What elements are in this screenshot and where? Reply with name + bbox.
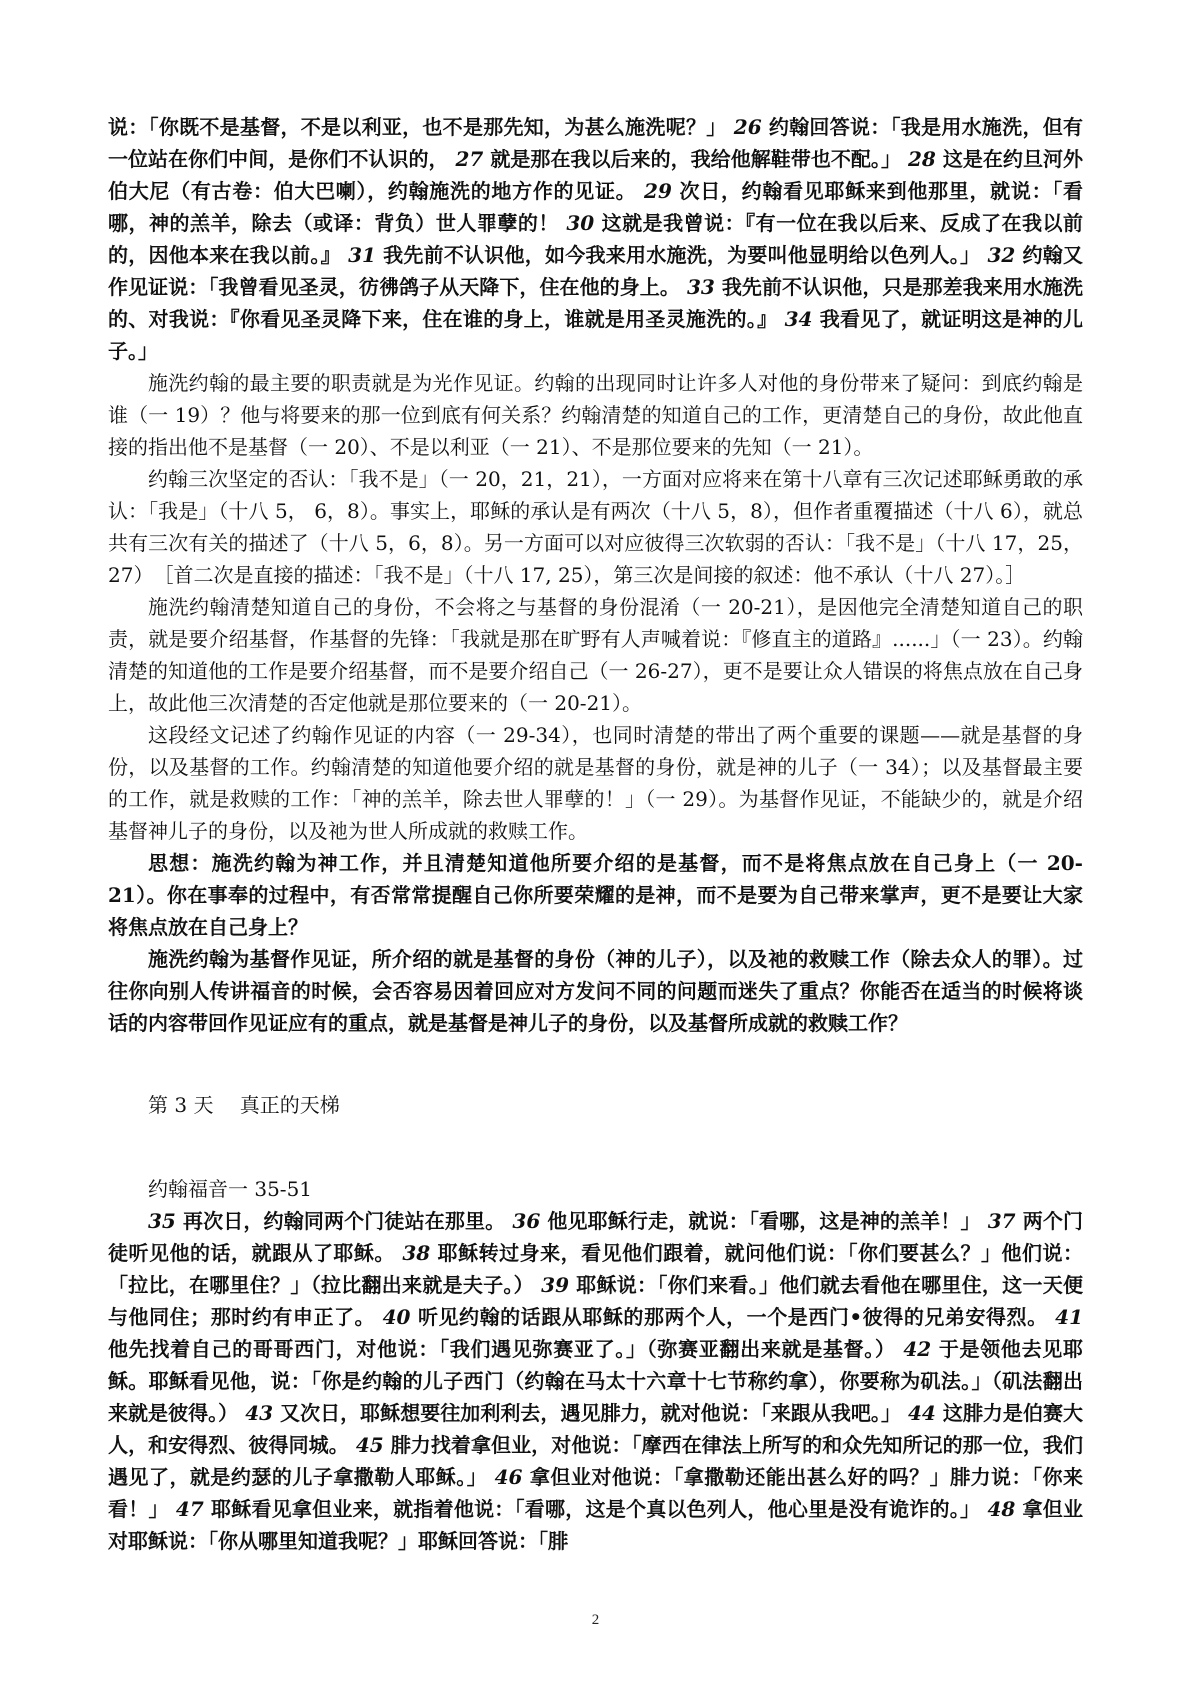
verse-text: 耶稣转过身来，看见他们跟着，就问他们说：「你们要甚么？」他们说：「拉比，在哪里住？」（拉比翻出来就是夫子。） — [108, 1241, 1083, 1297]
verse-number: 38 — [402, 1241, 431, 1265]
verse-number: 43 — [245, 1401, 274, 1425]
scripture-reference: 约翰福音一 35-51 — [148, 1177, 313, 1201]
verse-text: 我先前不认识他，只是那差我来用水施洗的、对我说：『你看见圣灵降下来，住在谁的身上，谁就是用圣灵施洗的。』 — [108, 275, 1083, 331]
verse-text: 我先前不认识他，如今我来用水施洗，为要叫他显明给以色列人。」 — [375, 243, 988, 267]
verse-text: 我看见了，就证明这是神的儿子。」 — [108, 307, 1083, 363]
verse-text: 约翰又作见证说：「我曾看见圣灵，彷彿鸽子从天降下，住在他的身上。 — [108, 243, 1083, 299]
verse-text: 两个门徒听见他的话，就跟从了耶稣。 — [108, 1209, 1083, 1265]
commentary-paragraph: 这段经文记述了约翰作见证的内容（一 29-34），也同时清楚的带出了两个重要的课题——就是基督的身份，以及基督的工作。约翰清楚的知道他要介绍的就是基督的身份，就是神的儿子（一 34）；以及基督最主要的工作，就是救赎的工作：「神的羔羊，除去世人罪孽的！」（一 29）。为基督作见证，不能缺少的，就是介绍基督神儿子的身份，以及祂为世人所成就的救赎工作。 — [108, 723, 1083, 843]
reflection-paragraph: 施洗约翰为基督作见证，所介绍的就是基督的身份（神的儿子），以及祂的救赎工作（除去众人的罪）。过往你向别人传讲福音的时候，会否容易因着回应对方发问不同的问题而迷失了重点？你能否在适当的时候将谈话的内容带回作见证应有的重点，就是基督是神儿子的身份，以及基督所成就的救赎工作？ — [108, 947, 1083, 1035]
scripture-passage-john-1-35-48 — [108, 1205, 1083, 1557]
verse-number: 27 — [455, 147, 484, 171]
reflection-paragraph: 思想：施洗约翰为神工作，并且清楚知道他所要介绍的是基督，而不是将焦点放在自己身上（一 20-21）。你在事奉的过程中，有否常常提醒自己你所要荣耀的是神，而不是要为自己带来掌声，更不是要让大家将焦点放在自己身上？ — [108, 851, 1083, 939]
verse-text: 再次日，约翰同两个门徒站在那里。 — [175, 1209, 513, 1233]
verse-text: 拿但业对他说：「拿撒勒还能出甚么好的吗？」腓力说：「你来看！」 — [108, 1465, 1083, 1521]
verse-number: 30 — [566, 211, 595, 235]
verse-number: 29 — [644, 179, 672, 203]
commentary-paragraph: 施洗约翰清楚知道自己的身份，不会将之与基督的身份混淆（一 20-21），是因他完全清楚知道自己的职责，就是要介绍基督，作基督的先锋：「我就是那在旷野有人声喊着说：『修直主的道路』......」（一 23）。约翰清楚的知道他的工作是要介绍基督，而不是要介绍自己（一 26-27），更不是要让众人错误的将焦点放在自己身上，故此他三次清楚的否定他就是那位要来的（一 20-21）。 — [108, 595, 1083, 715]
verse-text: 拿但业对耶稣说：「你从哪里知道我呢？」耶稣回答说：「腓 — [108, 1497, 1083, 1553]
verse-text: 这就是我曾说：『有一位在我以后来、反成了在我以前的，因他本来在我以前。』 — [108, 211, 1083, 267]
verse-text: 这是在约旦河外伯大尼（有古卷：伯大巴喇），约翰施洗的地方作的见证。 — [108, 147, 1084, 203]
commentary-paragraph: 施洗约翰的最主要的职责就是为光作见证。约翰的出现同时让许多人对他的身份带来了疑问：到底约翰是谁（一 19）？他与将要来的那一位到底有何关系？约翰清楚的知道自己的工作，更清楚自己的身份，故此他直接的指出他不是基督（一 20）、不是以利亚（一 21）、不是那位要来的先知（一 21）。 — [108, 371, 1083, 459]
verse-number: 33 — [686, 275, 715, 299]
verse-text: 他见耶稣行走，就说：「看哪，这是神的羔羊！」 — [540, 1209, 988, 1233]
verse-text: 约翰回答说：「我是用水施洗，但有一位站在你们中间，是你们不认识的， — [108, 115, 1083, 171]
verse-number: 46 — [494, 1465, 523, 1489]
verse-text: 这腓力是伯赛大人，和安得烈、彼得同城。 — [108, 1401, 1083, 1457]
verse-text: 次日，约翰看见耶稣来到他那里，就说：「看哪，神的羔羊，除去（或译：背负）世人罪孽的！ — [108, 179, 1083, 235]
verse-number: 47 — [175, 1497, 204, 1521]
verse-text: 于是领他去见耶稣。耶稣看见他，说：「你是约翰的儿子西门（约翰在马太十六章十七节称约拿），你要称为矶法。」（矶法翻出来就是彼得。） — [108, 1337, 1083, 1425]
verse-text: 腓力找着拿但业，对他说：「摩西在律法上所写的和众先知所记的那一位，我们遇见了，就是约瑟的儿子拿撒勒人耶稣。」 — [108, 1433, 1083, 1489]
page-number: 2 — [591, 1612, 600, 1628]
verse-text: 又次日，耶稣想要往加利利去，遇见腓力，就对他说：「来跟从我吧。」 — [273, 1401, 908, 1425]
verse-number: 31 — [348, 243, 376, 267]
verse-number: 26 — [733, 115, 762, 139]
verse-number: 37 — [987, 1209, 1016, 1233]
verse-number: 39 — [541, 1273, 570, 1297]
verse-number: 45 — [355, 1433, 384, 1457]
day-heading: 第 3 天 真正的天梯 — [148, 1093, 340, 1117]
verse-number: 35 — [148, 1209, 176, 1233]
verse-number: 28 — [907, 147, 936, 171]
document-page — [108, 111, 1083, 1557]
verse-number: 42 — [903, 1337, 932, 1361]
verse-text: 就是那在我以后来的，我给他解鞋带也不配。」 — [483, 147, 908, 171]
scripture-passage-john-1-21-34 — [108, 111, 1083, 367]
verse-number: 41 — [1055, 1305, 1083, 1329]
verse-text: 他先找着自己的哥哥西门，对他说：「我们遇见弥赛亚了。」（弥赛亚翻出来就是基督。） — [108, 1337, 904, 1361]
verse-number: 32 — [987, 243, 1016, 267]
verse-number: 40 — [382, 1305, 411, 1329]
verse-number: 34 — [784, 307, 813, 331]
commentary-paragraph: 约翰三次坚定的否认：「我不是」（一 20，21，21），一方面对应将来在第十八章有三次记述耶稣勇敢的承认：「我是」（十八 5， 6，8）。事实上，耶稣的承认是有两次（十八 5，8），但作者重覆描述（十八 6），就总共有三次有关的描述了（十八 5，6，8）。另一方面可以对应彼得三次软弱的否认：「我不是」（十八 17，25，27） ［首二次是直接的描述：「我不是」（十八 17, 25），第三次是间接的叙述：他不承认（十八 27）。］ — [108, 467, 1083, 587]
verse-text: 听见约翰的话跟从耶稣的那两个人，一个是西门•彼得的兄弟安得烈。 — [410, 1305, 1056, 1329]
verse-text: 说：「你既不是基督，不是以利亚，也不是那先知，为甚么施洗呢？」 — [108, 115, 734, 139]
verse-number: 44 — [907, 1401, 936, 1425]
verse-number: 48 — [987, 1497, 1016, 1521]
verse-text: 耶稣看见拿但业来，就指着他说：「看哪，这是个真以色列人，他心里是没有诡诈的。」 — [203, 1497, 988, 1521]
verse-text: 耶稣说：「你们来看。」他们就去看他在哪里住，这一天便与他同住；那时约有申正了。 — [108, 1273, 1083, 1329]
verse-number: 36 — [512, 1209, 541, 1233]
